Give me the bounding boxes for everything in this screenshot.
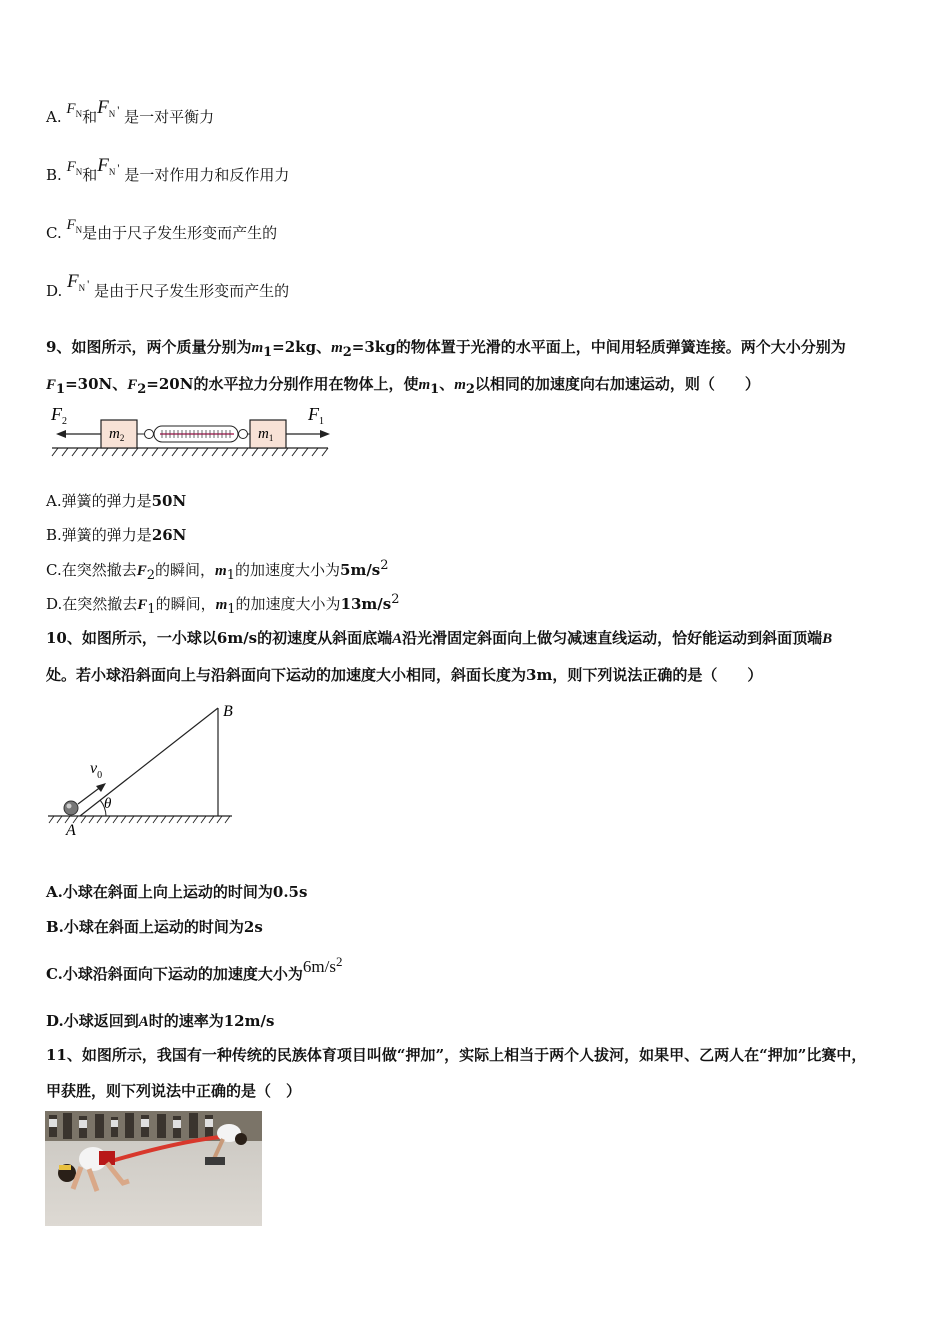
incline-figure bbox=[44, 698, 244, 844]
q8-option-b[interactable]: B. $F_N$和$F_N$ ' 是一对作用力和反作用力 bbox=[46, 155, 290, 184]
q8-option-a[interactable]: A. $F_N$和$F_N$ ' 是一对平衡力 bbox=[46, 97, 215, 126]
q9-option-d[interactable]: D.在突然撤去$F_1$的瞬间，$m_1$的加速度大小为$13m/s^2$ bbox=[46, 592, 400, 617]
label-a: A bbox=[66, 822, 76, 839]
ball bbox=[64, 801, 78, 815]
label-f2: F bbox=[51, 404, 62, 424]
fn-prime-symbol: $F_N$ bbox=[97, 155, 116, 177]
q10-option-c[interactable]: C.小球沿斜面向下运动的加速度大小为$6m/s^2$ bbox=[46, 954, 343, 983]
q9-option-b[interactable]: B.弹簧的弹力是26N bbox=[46, 526, 187, 544]
svg-text:m2: $m_2$ bbox=[109, 426, 125, 443]
q10-stem-line2: 处。若小球沿斜面向上与沿斜面向下运动的加速度大小相同，斜面长度为3m，则下列说法正确的是（ ） bbox=[46, 666, 763, 684]
svg-text:F2: $F_2$ bbox=[51, 404, 67, 427]
arrow-f2 bbox=[56, 430, 101, 438]
label-b: B bbox=[223, 703, 233, 720]
incline bbox=[80, 708, 218, 816]
spring-blocks-figure bbox=[44, 400, 334, 462]
spring bbox=[137, 426, 250, 442]
q9-option-a[interactable]: A.弹簧的弹力是50N bbox=[46, 492, 187, 510]
label-f1: F bbox=[308, 404, 319, 424]
q10-option-a[interactable]: A.小球在斜面上向上运动的时间为0.5s bbox=[46, 883, 308, 901]
fn-symbol: $F_N$ bbox=[66, 217, 83, 235]
q8-option-c[interactable]: C. $F_N$是由于尺子发生形变而产生的 bbox=[46, 217, 278, 242]
q9-option-c[interactable]: C.在突然撤去$F_2$的瞬间，$m_1$的加速度大小为$5m/s^2$ bbox=[46, 558, 389, 583]
fn-symbol: $F_N$ bbox=[66, 101, 83, 119]
ground bbox=[52, 448, 328, 456]
q9-stem-line2: $F_1=30N$、$F_2=20N$的水平拉力分别作用在物体上，使$m_1$、$m_2$以相同的加速度向右加速运动，则（ ） bbox=[46, 375, 760, 397]
label-m1: m bbox=[258, 426, 269, 442]
q10-option-b[interactable]: B.小球在斜面上运动的时间为2s bbox=[46, 918, 263, 936]
svg-text:v0: $v_0$ bbox=[90, 760, 103, 781]
svg-text:F1: $F_1$ bbox=[308, 404, 324, 427]
label-v0: v bbox=[90, 760, 98, 777]
q9-stem-line1: 9、如图所示，两个质量分别为$m_1=2kg$、$m_2=3kg$的物体置于光滑的水平面上，中间用轻质弹簧连接。两个大小分别为 bbox=[46, 338, 846, 360]
velocity-arrow bbox=[78, 783, 106, 804]
tug-of-war-photo bbox=[45, 1111, 262, 1226]
fn-prime-symbol: $F_N$ bbox=[67, 271, 86, 293]
arrow-f1 bbox=[286, 430, 330, 438]
q10-option-d[interactable]: D.小球返回到A时的速率为12m/s bbox=[46, 1012, 275, 1030]
q8-option-d[interactable]: D. $F_N$ ' 是由于尺子发生形变而产生的 bbox=[46, 271, 290, 300]
label-m2: m bbox=[109, 426, 120, 442]
label-theta: θ bbox=[104, 796, 112, 812]
q10-stem-line1: 10、如图所示，一小球以6m/s的初速度从斜面底端A沿光滑固定斜面向上做匀减速直线运动，恰好能运动到斜面顶端B bbox=[46, 629, 833, 647]
q11-stem-line2: 甲获胜，则下列说法中正确的是（ ） bbox=[46, 1082, 302, 1100]
fn-prime-symbol: $F_N$ bbox=[97, 97, 116, 119]
svg-text:m1: $m_1$ bbox=[258, 426, 274, 443]
fn-symbol: $F_N$ bbox=[66, 159, 83, 177]
q11-stem-line1: 11、如图所示，我国有一种传统的民族体育项目叫做“押加”，实际上相当于两个人拔河，如果甲、乙两人在“押加”比赛中， bbox=[46, 1046, 867, 1064]
